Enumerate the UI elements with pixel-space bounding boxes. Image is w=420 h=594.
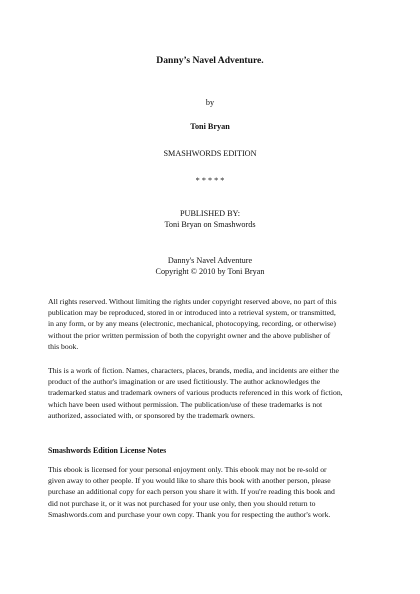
license-line: This ebook is licensed for your personal enjoyment only. This ebook may not be re-sold or xyxy=(48,465,327,474)
published-by-label: PUBLISHED BY: xyxy=(180,209,240,218)
fiction-line: authorized, associated with, or sponsored by the trademark owners. xyxy=(48,410,255,420)
publisher-name: Toni Bryan on Smashwords xyxy=(164,220,256,229)
copyright-notice: Copyright © 2010 by Toni Bryan xyxy=(155,267,265,276)
license-line: did not purchase it, or it was not purchased for your use only, then you should return to xyxy=(48,498,316,508)
fiction-line: This is a work of fiction. Names, characters, places, brands, media, and incidents are either the xyxy=(48,366,339,375)
rights-line: All rights reserved. Without limiting the rights under copyright reserved above, no part of this xyxy=(48,297,337,306)
license-heading: Smashwords Edition License Notes xyxy=(48,446,167,455)
by-line: by xyxy=(205,98,215,107)
section-separator: * * * * * xyxy=(195,176,225,185)
fiction-line: which have been used without permission. The publication/use of these trademarks is not xyxy=(48,399,323,409)
license-line: given away to other people. If you would like to share this book with another person, please xyxy=(48,476,331,486)
rights-paragraph xyxy=(48,296,383,352)
license-line: purchase an additional copy for each person you share it with. If you're reading this book and xyxy=(48,487,335,497)
license-paragraph xyxy=(48,464,383,520)
fiction-line: product of the author's imagination or are used fictitiously. The author acknowledges the xyxy=(48,377,321,387)
fiction-line: trademarked status and trademark owners of various products referenced in this work of fiction, xyxy=(48,388,343,398)
rights-line: publication may be reproduced, stored in or introduced into a retrieval system, or transmitted, xyxy=(48,308,336,318)
rights-line: this book. xyxy=(48,341,79,351)
rights-line: without the prior written permission of both the copyright owner and the above publisher of xyxy=(48,330,331,340)
book-title: Danny’s Navel Adventure. xyxy=(156,55,264,66)
author-name: Toni Bryan xyxy=(190,122,230,131)
fiction-paragraph xyxy=(48,365,383,421)
license-line: Smashwords.com and purchase your own copy. Thank you for respecting the author's work. xyxy=(48,509,331,519)
copyright-book-title: Danny's Navel Adventure xyxy=(167,256,253,265)
rights-line: in any form, or by any means (electronic, mechanical, photocopying, recording, or otherwise) xyxy=(48,319,336,329)
edition-label: SMASHWORDS EDITION xyxy=(163,149,257,158)
